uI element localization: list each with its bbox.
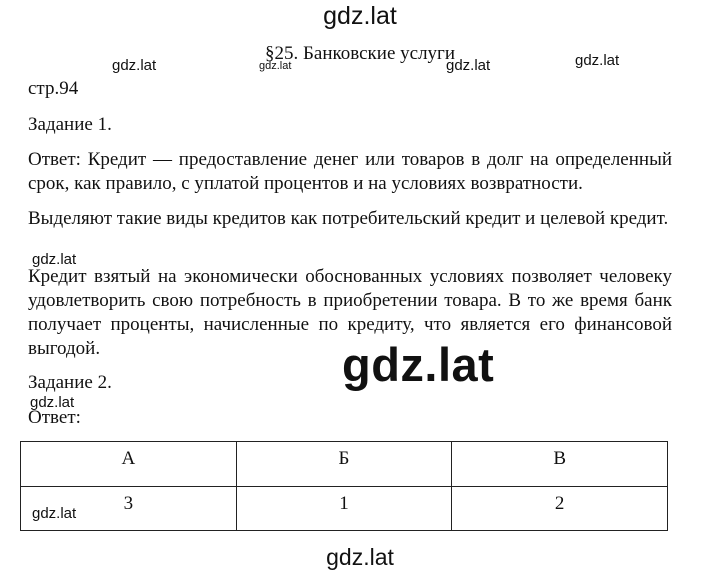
watermark-header-left: gdz.lat xyxy=(112,57,157,74)
task2-answer-label: Ответ: xyxy=(28,407,81,428)
watermark-header-mid: gdz.lat xyxy=(259,60,292,72)
task1-credit-types-paragraph: Выделяют такие виды кредитов как потребительский кредит и целевой кредит. xyxy=(28,208,669,229)
table-header-cell: А xyxy=(21,442,237,487)
task1-answer-paragraph: Ответ: Кредит — предоставление денег или товаров в долг на определенный срок, как правило, с уплатой процентов и на условиях возвратности. xyxy=(28,149,672,194)
task1-title: Задание 1. xyxy=(28,114,112,135)
page-reference: стр.94 xyxy=(28,78,79,99)
section-heading: §25. Банковские услуги xyxy=(264,43,456,64)
watermark-top: gdz.lat xyxy=(323,2,397,30)
watermark-header-right2: gdz.lat xyxy=(575,52,620,69)
watermark-left-mid: gdz.lat xyxy=(32,251,77,268)
table-header-cell: Б xyxy=(236,442,452,487)
answer-table xyxy=(20,441,668,531)
table-header-cell: В xyxy=(452,442,668,487)
watermark-table-left: gdz.lat xyxy=(32,505,77,522)
watermark-center-big: gdz.lat xyxy=(342,338,495,391)
table-cell: 2 xyxy=(452,486,668,531)
table-header-row xyxy=(21,442,668,487)
table-row xyxy=(21,486,668,531)
task1-explanation-paragraph: Кредит взятый на экономически обоснованных условиях позволяет человеку удовлетворить свою потребность в приобретении товара. В то же время банк получает проценты, начисленные по кредиту, что является его финансовой выгодой. xyxy=(28,266,672,359)
task2-title: Задание 2. xyxy=(28,372,112,393)
table-cell: 3 xyxy=(21,486,237,531)
watermark-above-answer: gdz.lat xyxy=(30,394,75,411)
table-cell: 1 xyxy=(236,486,452,531)
watermark-header-right1: gdz.lat xyxy=(446,57,491,74)
watermark-bottom: gdz.lat xyxy=(326,544,394,570)
